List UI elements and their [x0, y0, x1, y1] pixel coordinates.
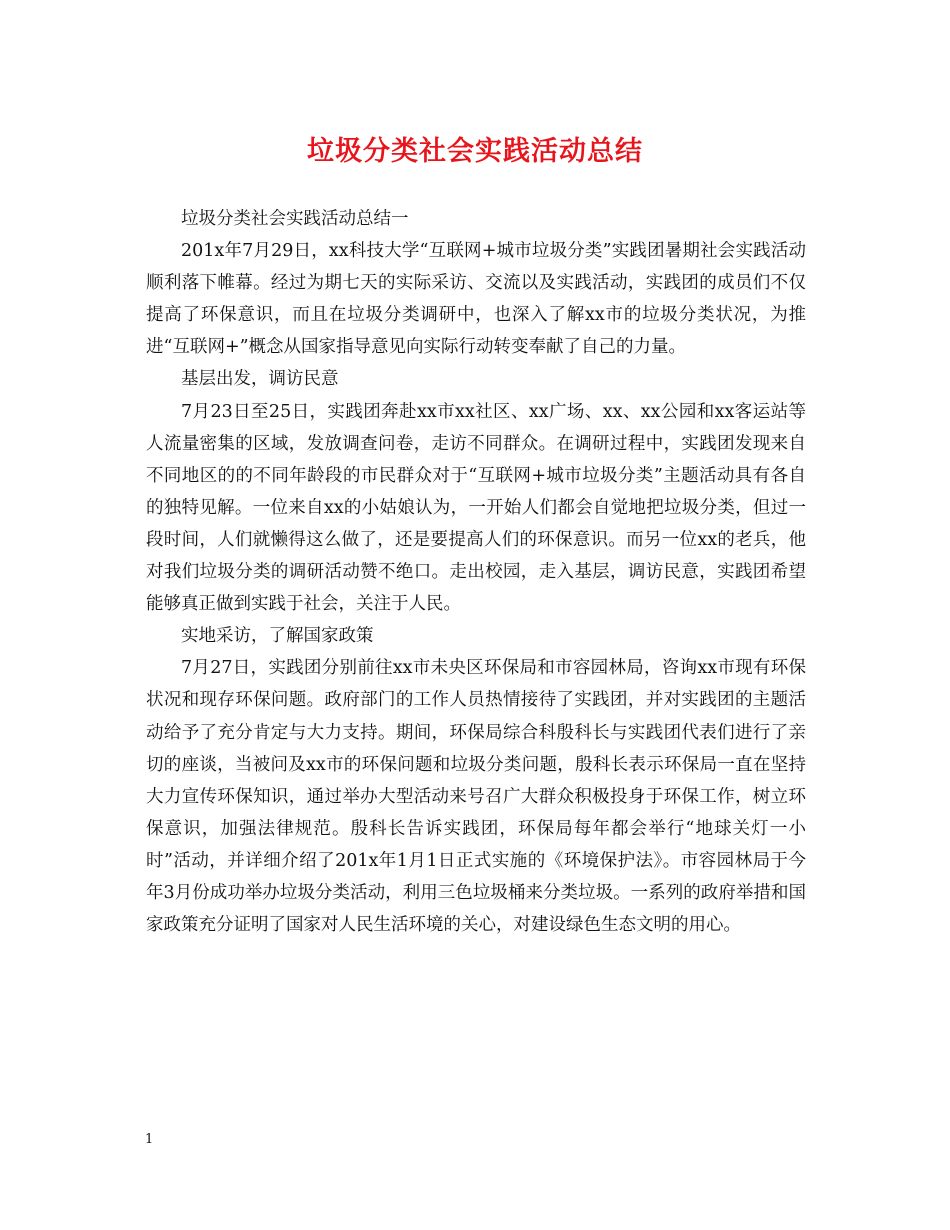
paragraph: 7月23日至25日，实践团奔赴xx市xx社区、xx广场、xx、xx公园和xx客运站等人流量密集的区域，发放调查问卷，走访不同群众。在调研过程中，实践团发现来自不同地区的的不同年龄段的市民群众对于“互联网+城市垃圾分类”主题活动具有各自的独特见解。一位来自xx的小姑娘认为，一开始人们都会自觉地把垃圾分类，但过一段时间，人们就懒得这么做了，还是要提高人们的环保意识。而另一位xx的老兵，他对我们垃圾分类的调研活动赞不绝口。走出校园，走入基层，调访民意，实践团希望能够真正做到实践于社会，关注于人民。 — [146, 401, 806, 615]
document-body — [146, 203, 806, 941]
page-number: 1 — [145, 1132, 154, 1147]
paragraph: 201x年7月29日，xx科技大学“互联网+城市垃圾分类”实践团暑期社会实践活动顺利落下帷幕。经过为期七天的实际采访、交流以及实践活动，实践团的成员们不仅提高了环保意识，而且在垃圾分类调研中，也深入了解xx市的垃圾分类状况，为推进“互联网+”概念从国家指导意见向实际行动转变奉献了自己的力量。 — [146, 241, 806, 358]
document-title: 垃圾分类社会实践活动总结 — [307, 136, 643, 167]
section-heading: 基层出发，调访民意 — [181, 369, 339, 390]
section-heading: 实地采访，了解国家政策 — [181, 626, 374, 647]
paragraph: 7月27日，实践团分别前往xx市未央区环保局和市容园林局，咨询xx市现有环保状况和现存环保问题。政府部门的工作人员热情接待了实践团，并对实践团的主题活动给予了充分肯定与大力支持。期间，环保局综合科殷科长与实践团代表们进行了亲切的座谈，当被问及xx市的环保问题和垃圾分类问题，殷科长表示环保局一直在坚持大力宣传环保知识，通过举办大型活动来号召广大群众积极投身于环保工作，树立环保意识，加强法律规范。殷科长告诉实践团，环保局每年都会举行“地球关灯一小时”活动，并详细介绍了201x年1月1日正式实施的《环境保护法》。市容园林局于今年3月份成功举办垃圾分类活动，利用三色垃圾桶来分类垃圾。一系列的政府举措和国家政策充分证明了国家对人民生活环境的关心，对建设绿色生态文明的用心。 — [146, 658, 806, 936]
paragraph-subtitle: 垃圾分类社会实践活动总结一 — [181, 209, 409, 229]
